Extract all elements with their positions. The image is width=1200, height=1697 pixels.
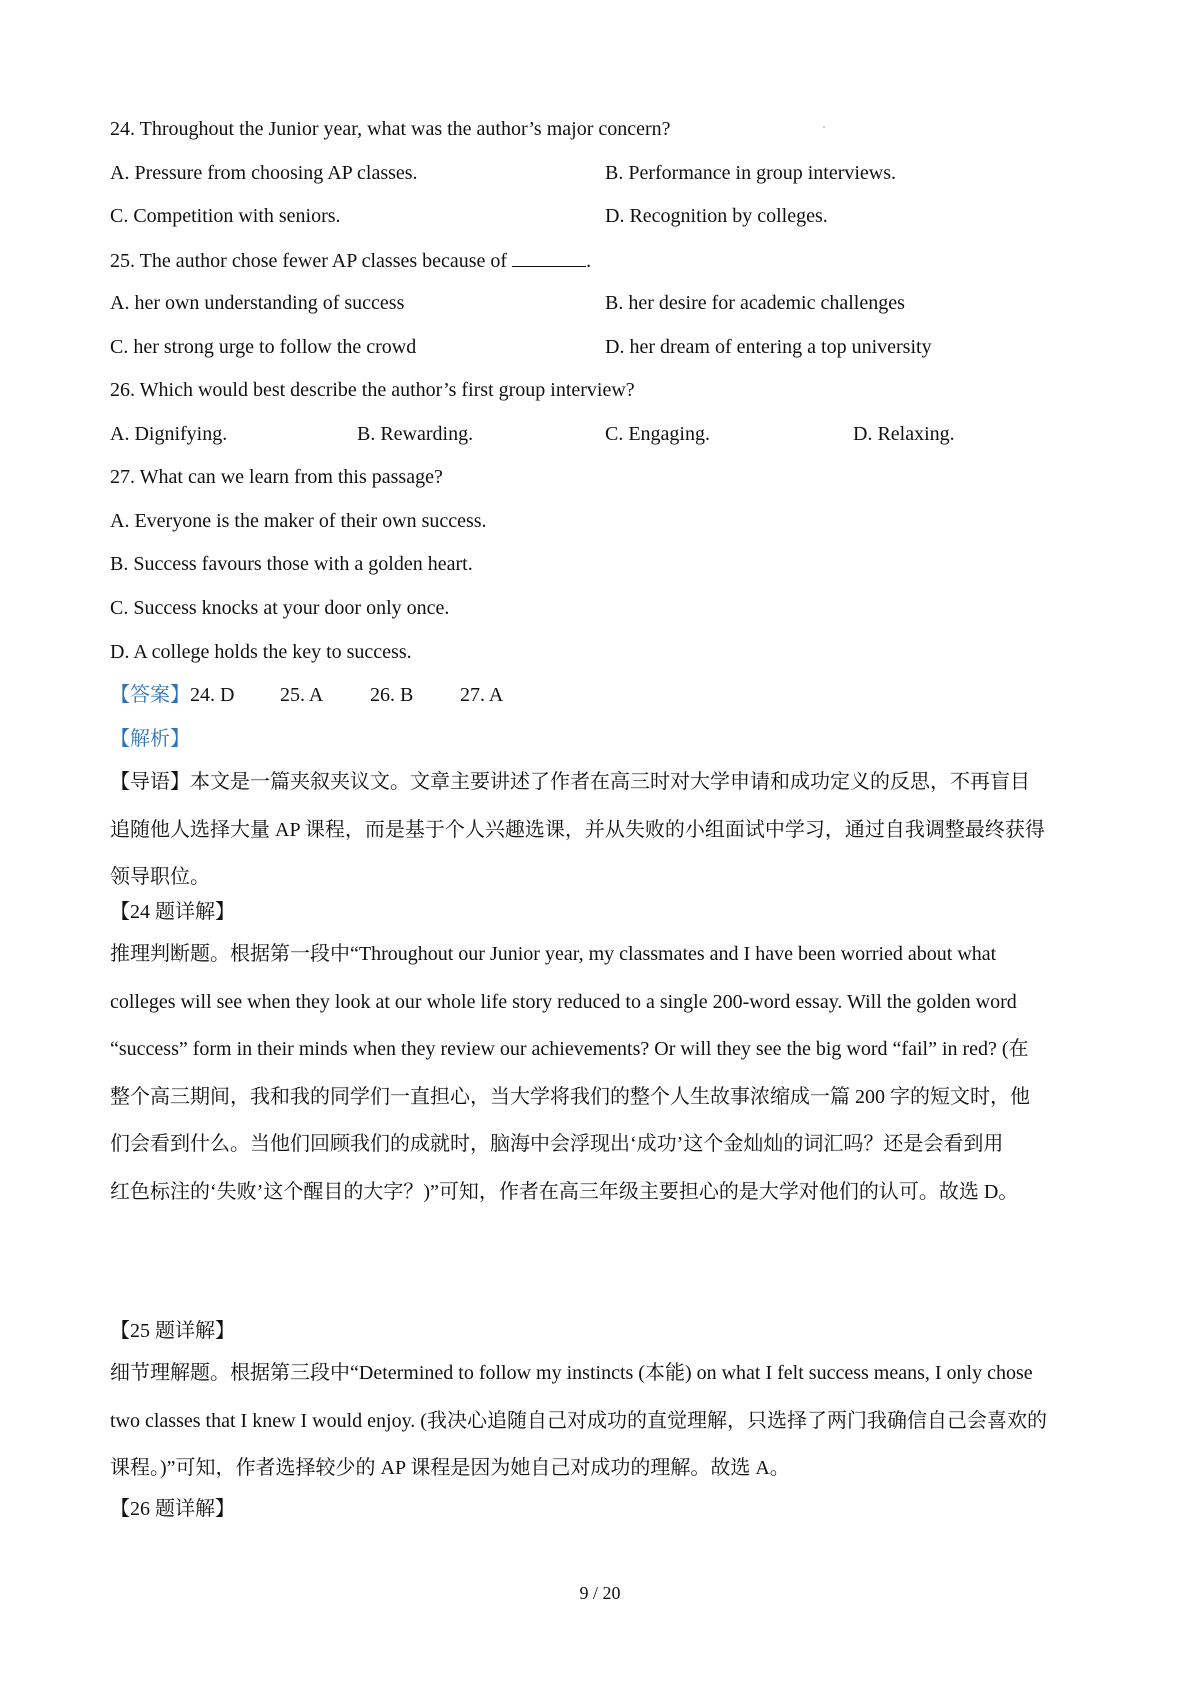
detail-26-heading: 【26 题详解】 <box>110 1498 235 1520</box>
detail-25-paragraph <box>110 1350 1095 1493</box>
detail-24-line: 红色标注的‘失败’这个醒目的大字？)”可知，作者在高三年级主要担心的是大学对他们的认可。故选 D。 <box>110 1180 1019 1203</box>
detail-25-heading: 【25 题详解】 <box>110 1320 235 1342</box>
analysis-label: 【解析】 <box>110 728 190 750</box>
question-25-stem-end: . <box>586 250 592 272</box>
question-24-option-b: B. Performance in group interviews. <box>605 162 897 184</box>
detail-25-line: two classes that I knew I would enjoy. (我决心追随自己对成功的直觉理解，只选择了两门我确信自己会喜欢的 <box>110 1409 1047 1432</box>
answer-label: 【答案】 <box>110 684 190 706</box>
question-27-option-d: D. A college holds the key to success. <box>110 641 412 663</box>
question-25-stem <box>110 248 591 273</box>
answer-blank <box>512 248 586 267</box>
question-25-option-c: C. her strong urge to follow the crowd <box>110 336 417 358</box>
question-25-option-a: A. her own understanding of success <box>110 292 405 314</box>
question-27-option-b: B. Success favours those with a golden heart. <box>110 553 473 575</box>
question-26-option-d: D. Relaxing. <box>853 423 955 445</box>
detail-24-paragraph <box>110 931 1095 1216</box>
answer-24: 24. D <box>190 684 235 706</box>
question-24-option-d: D. Recognition by colleges. <box>605 205 828 227</box>
page-number: 9 / 20 <box>579 1583 621 1603</box>
detail-24-line: 们会看到什么。当他们回顾我们的成就时，脑海中会浮现出‘成功’这个金灿灿的词汇吗？还是会看到用 <box>110 1133 1004 1155</box>
intro-line: 追随他人选择大量 AP 课程，而是基于个人兴趣选课，并从失败的小组面试中学习，通过自我调整最终获得 <box>110 818 1045 841</box>
detail-24-line: 整个高三期间，我和我的同学们一直担心，当大学将我们的整个人生故事浓缩成一篇 200 字的短文时，他 <box>110 1085 1030 1108</box>
detail-24-line: “success” form in their minds when they review our achievements? Or will they see the big word “fail” in red? (在 <box>110 1038 1029 1060</box>
detail-24-heading: 【24 题详解】 <box>110 901 235 923</box>
intro-line: 【导语】本文是一篇夹叙夹议文。文章主要讲述了作者在高三时对大学申请和成功定义的反思，不再盲目 <box>110 771 1030 793</box>
scan-speck <box>823 126 825 128</box>
question-24-option-c: C. Competition with seniors. <box>110 205 341 227</box>
question-26-option-c: C. Engaging. <box>605 423 710 445</box>
question-26-stem: 26. Which would best describe the author’s first group interview? <box>110 379 635 401</box>
answer-27: 27. A <box>460 684 504 706</box>
intro-line: 领导职位。 <box>110 866 210 888</box>
question-26-option-a: A. Dignifying. <box>110 423 228 445</box>
question-27-option-a: A. Everyone is the maker of their own success. <box>110 510 487 532</box>
question-25-option-b: B. her desire for academic challenges <box>605 292 905 314</box>
intro-paragraph <box>110 759 1095 902</box>
question-25-option-d: D. her dream of entering a top university <box>605 336 932 358</box>
question-27-option-c: C. Success knocks at your door only once. <box>110 597 450 619</box>
question-27-stem: 27. What can we learn from this passage? <box>110 466 443 488</box>
question-25-stem-text: 25. The author chose fewer AP classes because of <box>110 250 513 272</box>
answer-key <box>110 683 503 707</box>
question-26-option-b: B. Rewarding. <box>357 423 474 445</box>
detail-24-line: colleges will see when they look at our whole life story reduced to a single 200-word essay. Will the golden word <box>110 990 1017 1013</box>
answer-26: 26. B <box>370 684 414 706</box>
detail-24-line: 推理判断题。根据第一段中“Throughout our Junior year, my classmates and I have been worried about what <box>110 943 997 965</box>
question-24-option-a: A. Pressure from choosing AP classes. <box>110 162 418 184</box>
detail-25-line: 细节理解题。根据第三段中“Determined to follow my instincts (本能) on what I felt success means, I only chose <box>110 1362 1033 1384</box>
answer-25: 25. A <box>280 684 324 706</box>
question-24-stem: 24. Throughout the Junior year, what was the author’s major concern? <box>110 118 671 140</box>
detail-25-line: 课程。)”可知，作者选择较少的 AP 课程是因为她自己对成功的理解。故选 A。 <box>110 1457 790 1479</box>
